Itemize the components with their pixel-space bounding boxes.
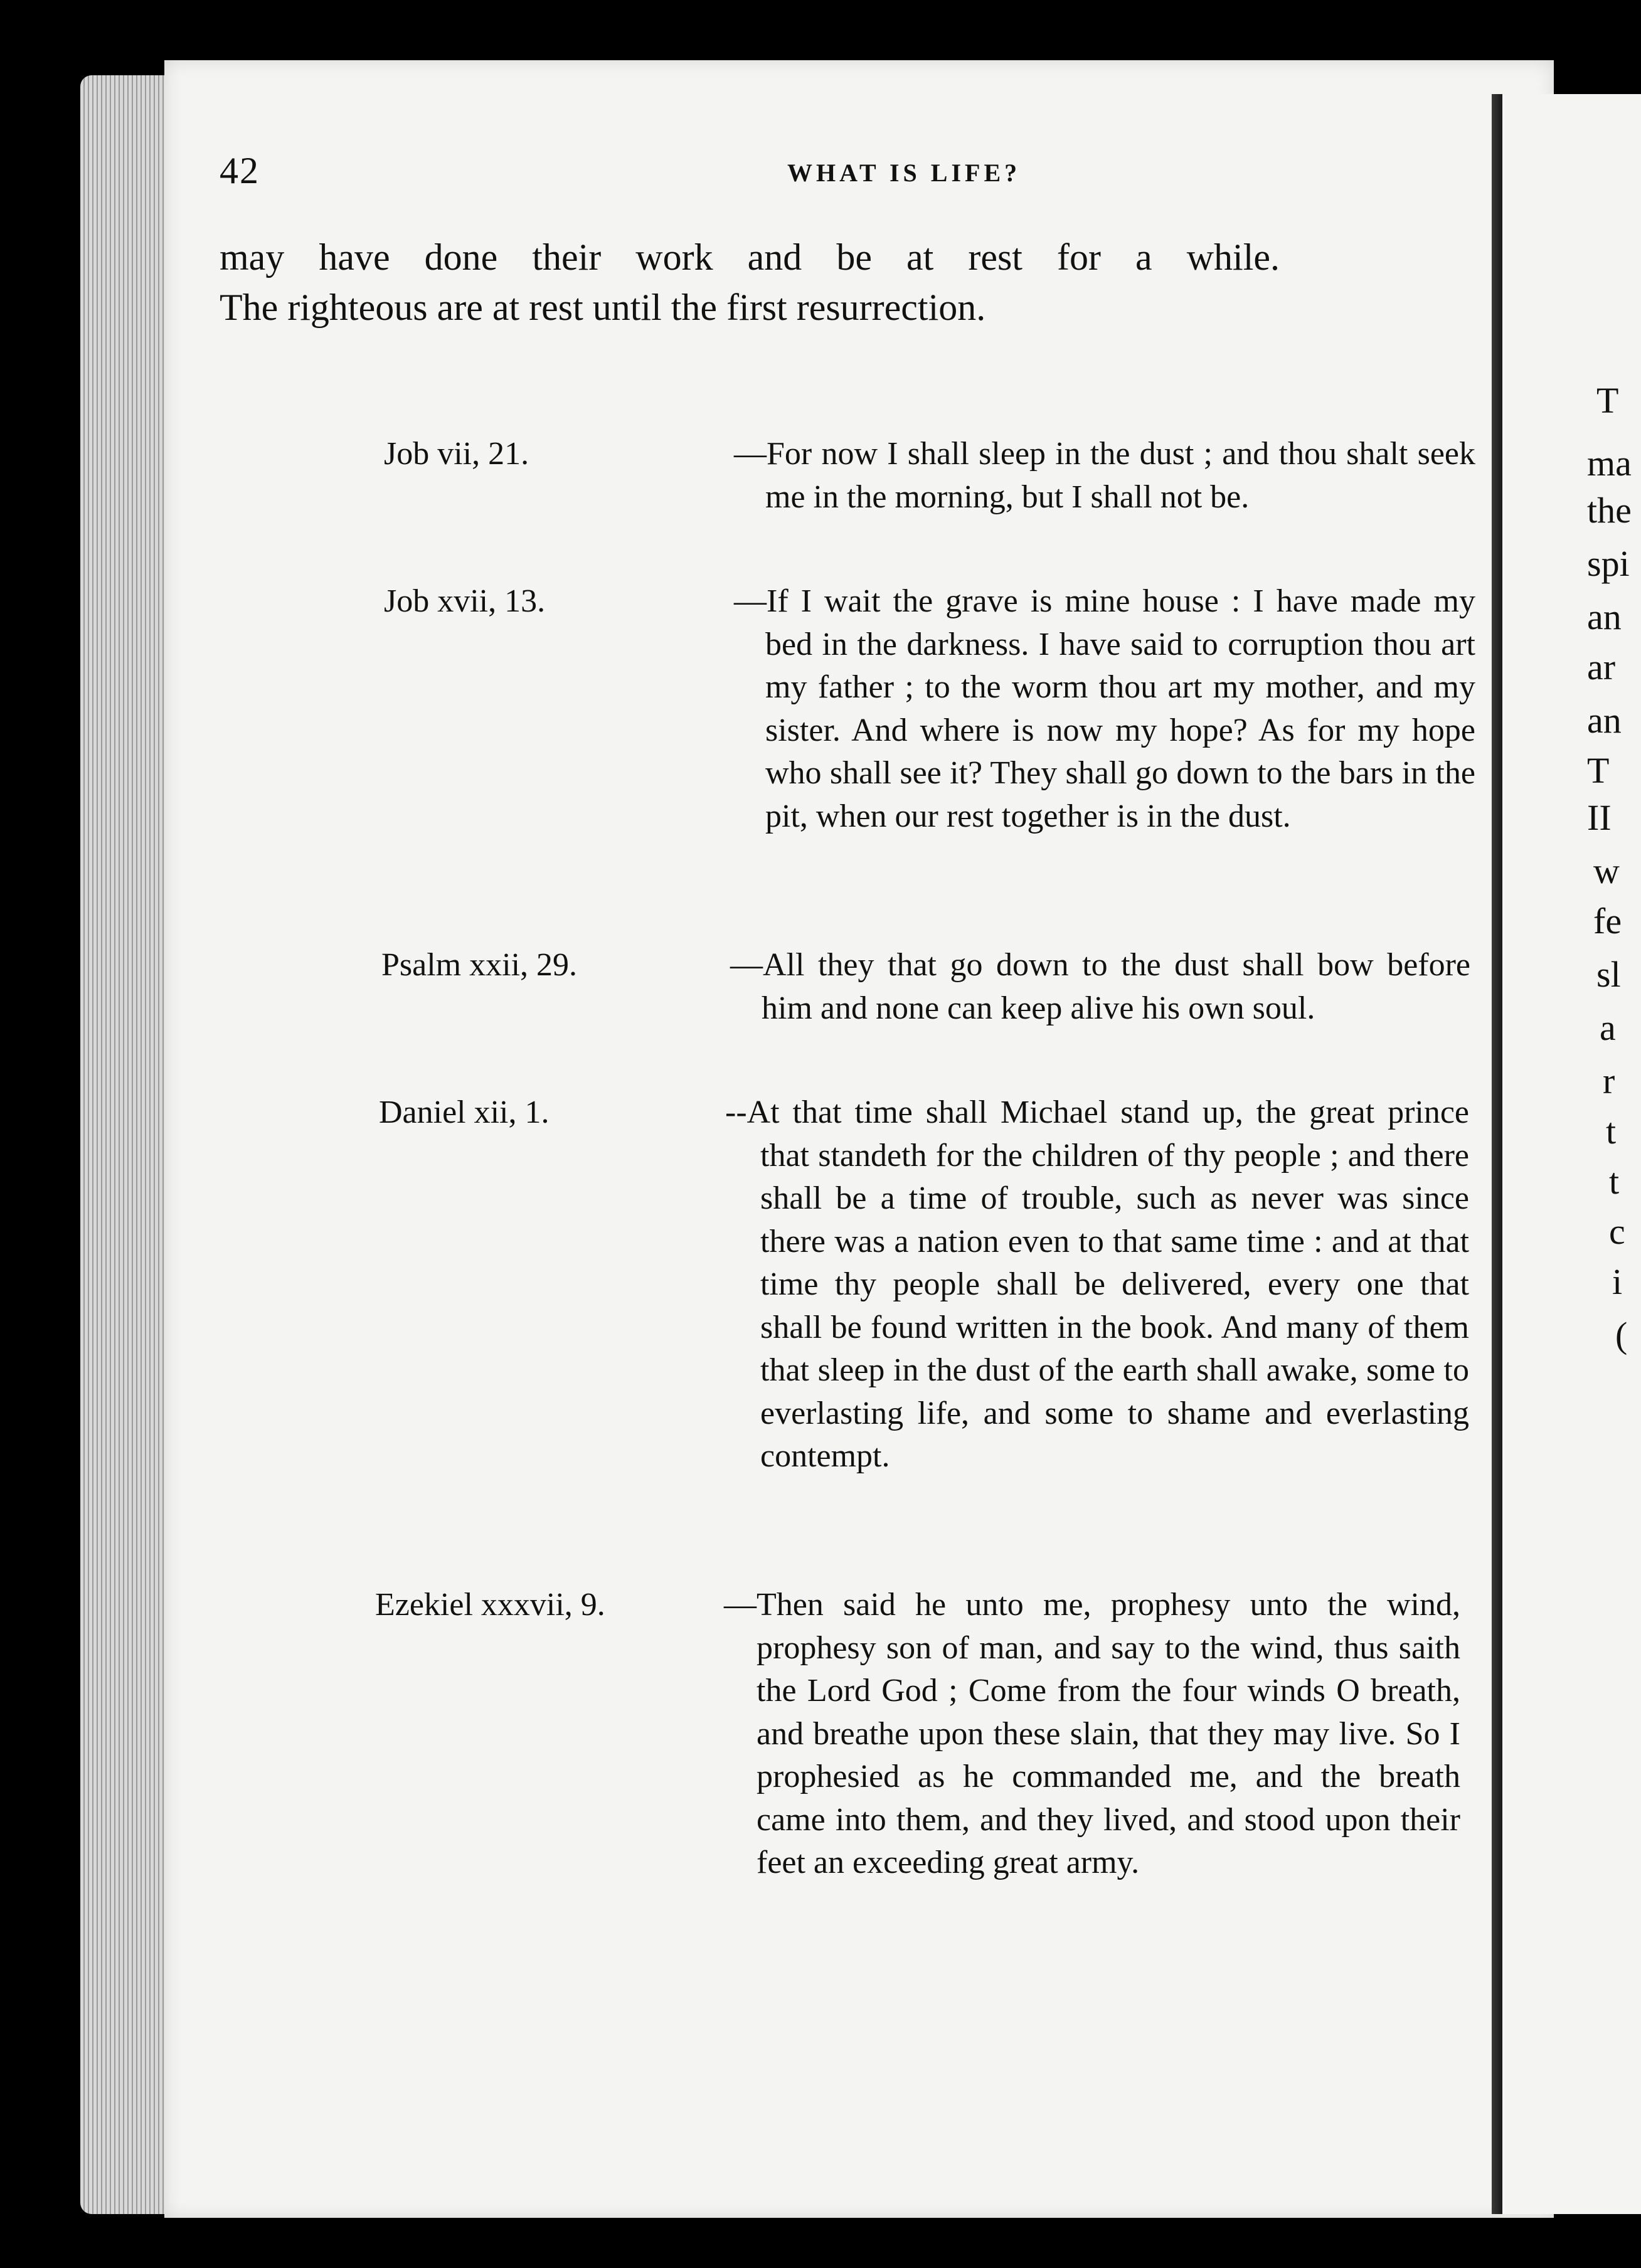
facing-page-text: i [1612,1261,1623,1302]
facing-page-text: fe [1593,901,1622,941]
facing-page-text: spi [1587,543,1630,584]
facing-page-text: w [1593,850,1620,891]
facing-page-fragment [1502,94,1641,2214]
facing-page-text: t [1606,1111,1617,1152]
facing-page-text: T [1596,380,1619,421]
facing-page-text: ( [1615,1315,1628,1355]
facing-page-text: the [1587,490,1632,531]
scripture-quote: --At that time shall Michael stand up, the great prince that standeth for the children of thy people ; and there shall be a time of trouble, such as never was since there was a nation even to that same time : and at that time thy people shall be delivered, every one that shall be found written in the book. And many of them that sleep in the dust of the earth shall awake, some to everlasting life, and some to shame and everlasting contempt. [725,1094,1469,1474]
scripture-quote: —If I wait the grave is mine house : I have made my bed in the darkness. I have said to corruption thou art my father ; to the worm thou art my mother, and my sister. And where is now my hope? As for my hope who shall see it? They shall go down to the bars in the pit, when our rest together is in the dust. [734,583,1475,834]
facing-page-text: ma [1587,443,1632,484]
facing-page-text: II [1587,797,1612,838]
facing-page-text: t [1609,1161,1620,1202]
intro-paragraph [220,232,1280,332]
scripture-reference: Daniel xii, 1. [379,1094,550,1130]
facing-page-text: an [1587,596,1622,637]
intro-line: The righteous are at rest until the first resurrection. [220,287,986,328]
scripture-reference: Ezekiel xxxvii, 9. [375,1587,605,1623]
page-number: 42 [220,150,260,191]
scripture-reference: Job vii, 21. [384,436,529,472]
scripture-reference: Job xvii, 13. [384,583,546,619]
facing-page-text: T [1587,750,1610,791]
facing-page-text: a [1600,1007,1616,1048]
scripture-quote: —Then said he unto me, prophesy unto the wind, prophesy son of man, and say to the wind, thus saith the Lord God ; Come from the four winds O breath, and breathe upon these slain, that they may live. So I prophesied as he commanded me, and the breath came into them, and they lived, and stood upon their feet an exceeding great army. [724,1587,1460,1880]
facing-page-text: c [1609,1211,1625,1252]
scripture-quote: —All they that go down to the dust shall bow before him and none can keep alive his own soul. [730,947,1470,1026]
scripture-reference: Psalm xxii, 29. [381,947,578,983]
facing-page-text: sl [1596,954,1621,995]
intro-line: may have done their work and be at rest for a while. [220,236,1280,278]
running-head: WHAT IS LIFE? [787,159,1021,187]
facing-page-text: ar [1587,647,1616,687]
book-page-edges [80,75,174,2214]
scripture-quote: —For now I shall sleep in the dust ; and thou shalt seek me in the morning, but I shall not be. [734,436,1475,515]
facing-page-text: r [1603,1061,1615,1101]
facing-page-text: an [1587,700,1622,741]
